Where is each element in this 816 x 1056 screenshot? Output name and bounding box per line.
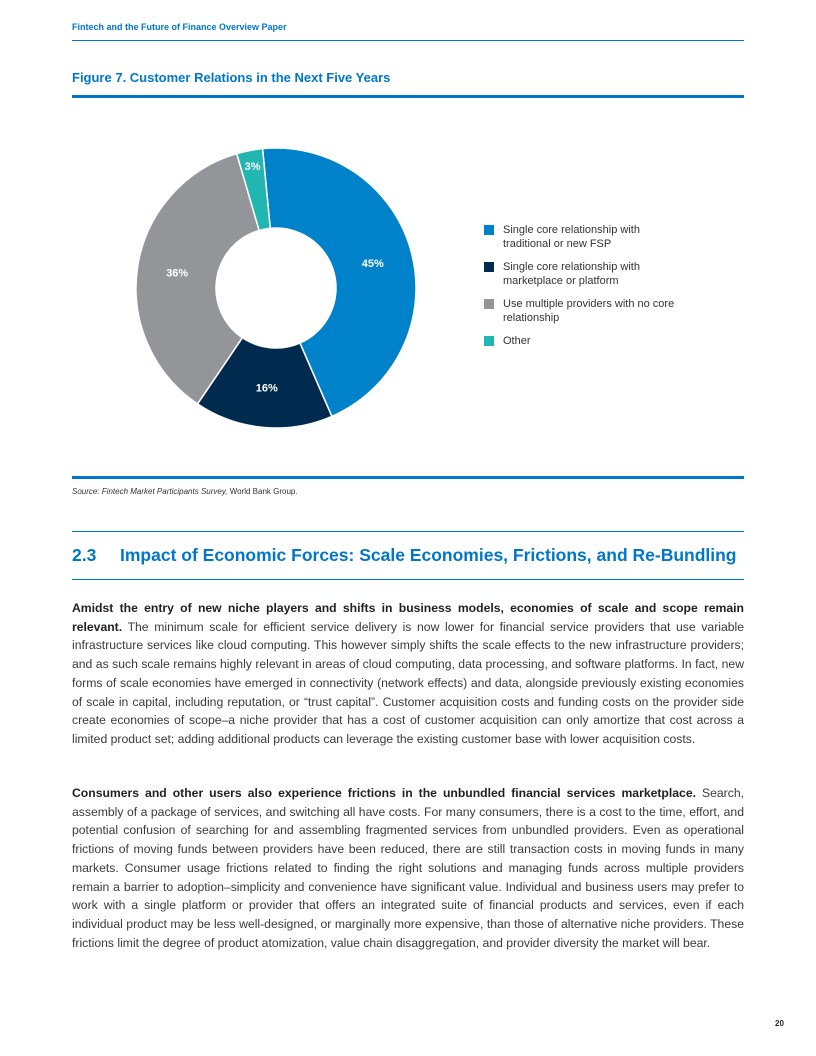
legend-swatch: [484, 299, 494, 309]
paragraph: [72, 599, 744, 749]
source-italic: Source: Fintech Market Participants Survey,: [72, 487, 228, 496]
section-bottom-rule: [72, 579, 744, 580]
figure-source: [72, 487, 298, 496]
paragraph: [72, 784, 744, 952]
page-number: 20: [775, 1019, 784, 1028]
section-top-rule: [72, 531, 744, 532]
section-title: Impact of Economic Forces: Scale Economies, Frictions, and Re-Bundling: [120, 545, 737, 565]
legend-label: Single core relationship with traditional or new FSP: [503, 224, 640, 250]
legend-label: Other: [503, 335, 531, 347]
donut-chart: [0, 0, 816, 470]
paragraph-body: Search, assembly of a package of services, and switching all have costs. For many consumers, there is a cost to the time, effort, and potential confusion of searching for and assembling fragmented services from unbundled providers. Even as operational frictions of moving funds between providers have been reduced, there are still transaction costs in moving funds in many markets. Consumer usage frictions related to finding the right solutions and managing funds across multiple providers remain a barrier to adoption–simplicity and convenience have significant value. Individual and business users may prefer to work with a single platform or provider that offers an integrated suite of financial products and services, even if each individual product may be less well-designed, or marginally more expensive, than those of alternative niche providers. These frictions limit the degree of product atomization, value chain disaggregation, and provider diversity the market will bear.: [72, 786, 744, 950]
paragraph-lead: Amidst the entry of new niche players and shifts in business models, economies of scale and scope remain relevant.: [72, 601, 744, 634]
source-plain: World Bank Group.: [227, 487, 298, 496]
slice-label: 16%: [255, 382, 278, 395]
section-number: 2.3: [72, 545, 97, 565]
legend-label: Use multiple providers with no core relationship: [503, 298, 675, 324]
legend-item: [484, 260, 684, 288]
slice-label: 36%: [166, 267, 189, 280]
legend-item: [484, 297, 684, 325]
figure-title: Figure 7. Customer Relations in the Next Five Years: [72, 70, 391, 85]
legend-swatch: [484, 336, 494, 346]
running-header: Fintech and the Future of Finance Overview Paper: [72, 22, 287, 32]
legend-item: [484, 223, 684, 251]
legend-swatch: [484, 225, 494, 235]
figure-bottom-rule: [72, 476, 744, 479]
slice-label: 45%: [361, 257, 384, 270]
legend-label: Single core relationship with marketplace or platform: [503, 261, 640, 287]
paragraph-body: The minimum scale for efficient service delivery is now lower for financial service providers that use variable infrastructure services like cloud computing. This however simply shifts the scale effects to the new infrastructure providers; and as such scale remains highly relevant in areas of cloud computing, data processing, and software platforms. In fact, new forms of scale economies have emerged in connectivity (network effects) and data, alongside previously existing economies of scale in capital, including reputation, or “trust capital”. Customer acquisition costs and funding costs on the provider side create economies of scope–a niche provider that has a cost of customer acquisition can only amortize that cost across a limited product set; adding additional products can leverage the existing customer base with lower acquisition costs.: [72, 619, 744, 746]
slice-label: 3%: [244, 161, 261, 174]
section-heading: [72, 545, 744, 566]
chart-legend: [484, 223, 684, 357]
paragraph-lead: Consumers and other users also experience frictions in the unbundled financial services marketplace.: [72, 786, 696, 800]
legend-swatch: [484, 262, 494, 272]
legend-item: [484, 334, 684, 348]
